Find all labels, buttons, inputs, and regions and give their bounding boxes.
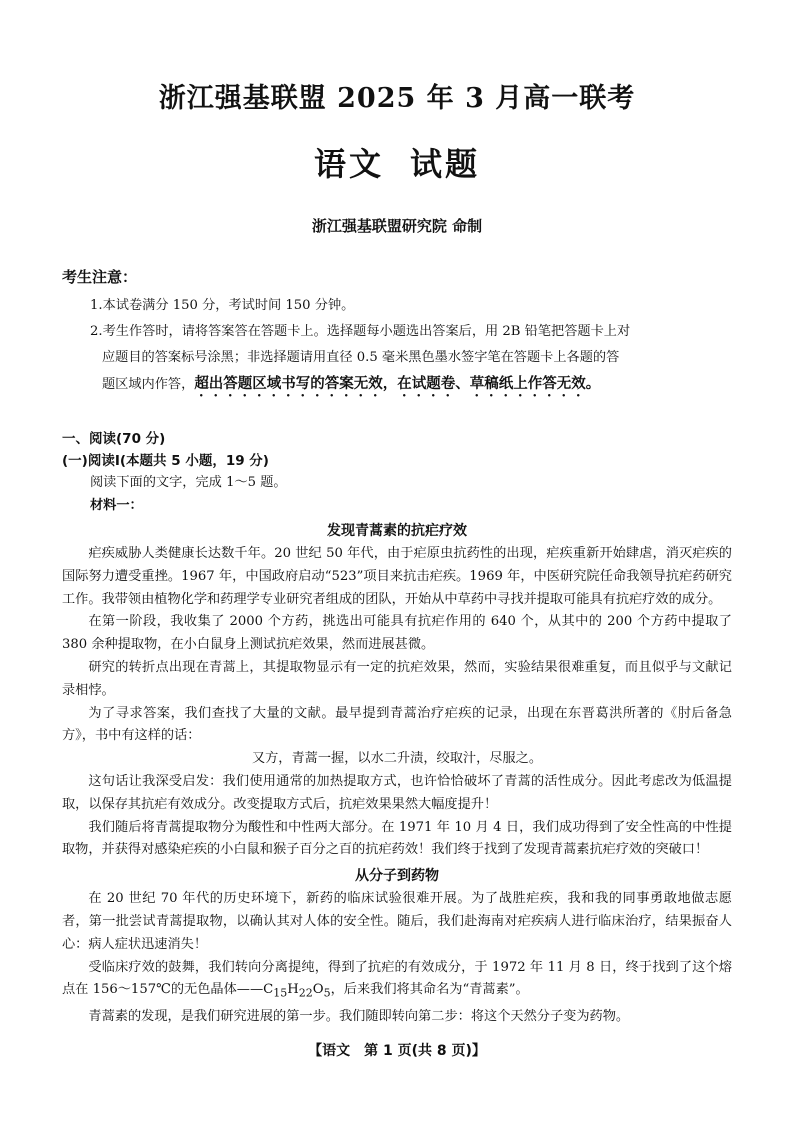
reading-instruction: 阅读下面的文字，完成 1～5 题。 [90, 475, 287, 490]
notice-item-1: 1.本试卷满分 150 分，考试时间 150 分钟。 [90, 298, 355, 313]
paragraph-8-text-b: ，后来我们将其命名为“青蒿素”。 [330, 982, 529, 998]
page-footer: 【语文 第 1 页(共 8 页)】 [308, 1043, 486, 1059]
notice-item-2-line3-plain: 题区域内作答， [102, 377, 195, 392]
paper-type: 试题 [410, 145, 481, 183]
notice-item-2-line3 [90, 371, 732, 400]
subject-title [62, 139, 732, 185]
notice-emphasis: 超出答题区域书写的答案无效，在试题卷、草稿纸上作答无效。 [194, 376, 601, 392]
article-paragraph-1: 疟疾威胁人类健康长达数千年。20 世纪 50 年代，由于疟原虫抗药性的出现，疟疾重新开始肆虐，消灭疟疾的国际努力遭受重挫。1967 年，中国政府启动“523”项目来抗击疟疾。1969 年，中医研究院任命我领导抗疟药研究工作。我带领由植物化学和药理学专业研究者组成的团队，开始从中草药中寻找并提取可能具有抗疟疗效的成分。 [62, 546, 732, 607]
article-title-1: 发现青蒿素的抗疟疗效 [327, 523, 467, 539]
subject-name: 语文 [313, 145, 384, 183]
formula-sub-h: 22 [298, 986, 313, 1000]
subsection-title: (一)阅读Ⅰ(本题共 5 小题，19 分) [62, 453, 269, 469]
article-paragraph-3: 研究的转折点出现在青蒿上，其提取物显示有一定的抗疟效果，然而，实验结果很难重复，而且似乎与文献记录相悖。 [62, 659, 732, 698]
paragraph-8-text-a: 受临床疗效的鼓舞，我们转向分离提纯，得到了抗疟的有效成分，于 1972 年 11 月 8 日，终于找到了这个熔点在 156～157℃的无色晶体——C [62, 959, 732, 998]
article-paragraph-5: 这句话让我深受启发：我们使用通常的加热提取方式，也许恰恰破坏了青蒿的活性成分。因此考虑改为低温提取，以保存其抗疟有效成分。改变提取方式后，抗疟效果果然大幅度提升！ [62, 773, 732, 812]
publisher: 浙江强基联盟研究院 命制 [311, 217, 483, 235]
exam-title: 浙江强基联盟 2025 年 3 月高一联考 [158, 83, 636, 114]
article-paragraph-4: 为了寻求答案，我们查找了大量的文献。最早提到青蒿治疗疟疾的记录，出现在东晋葛洪所著的《肘后备急方》，书中有这样的话： [62, 705, 732, 744]
article-title-2: 从分子到药物 [355, 868, 439, 885]
article-paragraph-9: 青蒿素的发现，是我们研究进展的第一步。我们随即转向第二步：将这个天然分子变为药物。 [88, 1008, 630, 1024]
formula-o: O [312, 982, 324, 998]
section-title: 一、阅读(70 分) [62, 431, 166, 447]
notice-title: 考生注意： [62, 268, 138, 286]
notice-item-2-line2: 应题目的答案标号涂黑；非选择题请用直径 0.5 毫米黑色墨水签字笔在答题卡上各题的答 [102, 350, 620, 365]
article-paragraph-8 [62, 957, 732, 1006]
notice-item-2 [62, 319, 732, 400]
article-paragraph-7: 在 20 世纪 70 年代的历史环境下，新药的临床试验很难开展。为了战胜疟疾，我和我的同事勇敢地做志愿者，第一批尝试青蒿提取物，以确认其对人体的安全性。随后，我们赴海南对疟疾病人进行临床治疗，结果振奋人心：病人症状迅速消失！ [62, 891, 732, 952]
notice-item-2-line1: 2.考生作答时，请将答案答在答题卡上。选择题每小题选出答案后，用 2B 铅笔把答题卡上对 [90, 324, 631, 339]
article-paragraph-2: 在第一阶段，我收集了 2000 个方药，挑选出可能具有抗疟作用的 640 个，从其中的 200 个方药中提取了 380 余种提取物，在小白鼠身上测试抗疟效果，然而进展甚微。 [62, 614, 732, 653]
article-paragraph-6: 我们随后将青蒿提取物分为酸性和中性两大部分。在 1971 年 10 月 4 日，我们成功得到了安全性高的中性提取物，并获得对感染疟疾的小白鼠和猴子百分之百的抗疟药效！我们终于找到了发现青蒿素抗疟疗效的突破口！ [62, 819, 732, 858]
formula-h: H [287, 982, 299, 998]
formula-sub-c: 15 [273, 986, 288, 1000]
material-label: 材料一： [90, 497, 143, 513]
article-quote: 又方，青蒿一握，以水二升渍，绞取汁，尽服之。 [251, 751, 543, 767]
formula-sub-o: 5 [323, 986, 331, 1000]
